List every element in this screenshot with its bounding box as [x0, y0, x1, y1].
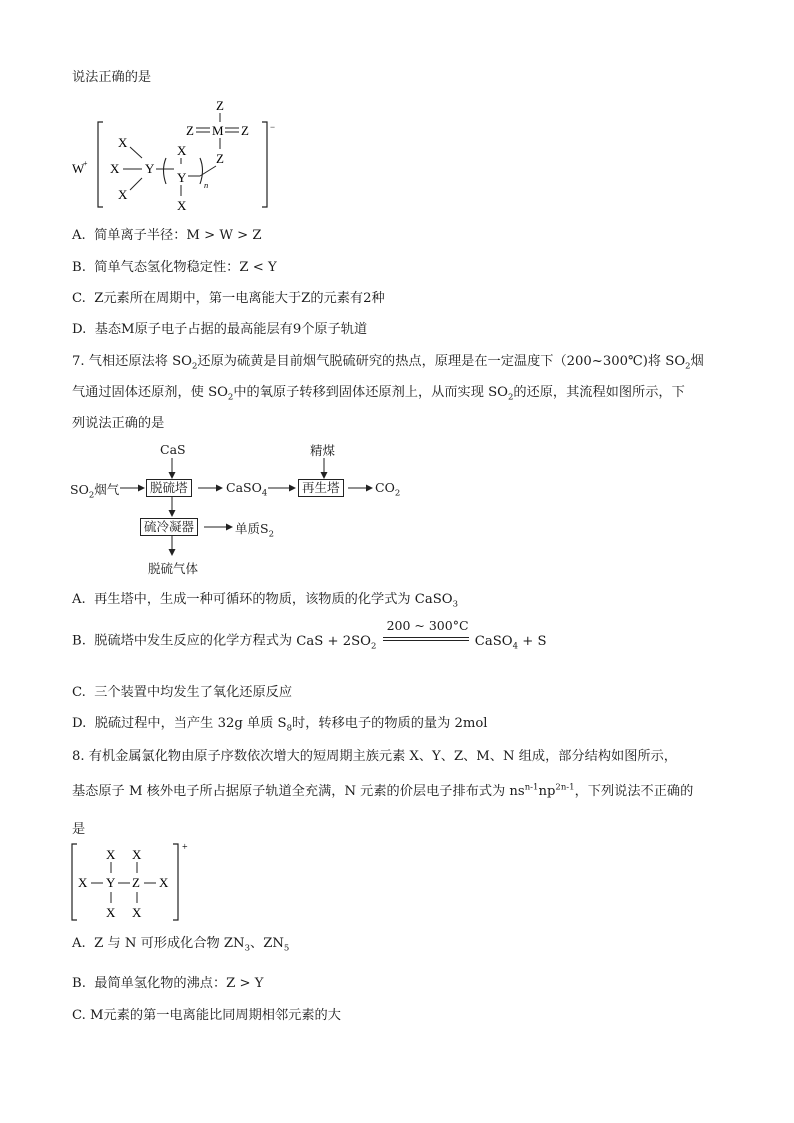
q7-flow-diagram [70, 438, 430, 580]
q7-text: 烟 [690, 354, 704, 369]
q7-stem-line2: 气通过固体还原剂，使 $SO_2$中的氧原子转移到固体还原剂上，从而实现 $SO_2$的还原，其流程如图所示，下 [72, 385, 685, 403]
flow-coal: 精煤 [310, 443, 336, 458]
x-atom: X [177, 143, 187, 158]
equation-condition [383, 618, 469, 646]
option-key: C. [72, 291, 86, 306]
desulfurization-tower-box: 脱硫塔 [146, 479, 192, 497]
opt-text: 、ZN [250, 936, 284, 951]
eq-line [383, 637, 469, 638]
x-atom: X [159, 875, 169, 890]
q8-text: 基态原子 M 核外电子所占据原子轨道全充满，N 元素的价层电子排布式为 ns [72, 784, 525, 799]
left-bracket [72, 844, 77, 920]
q7-option-c[interactable] [72, 681, 292, 700]
opt-text: 时，转移电子的物质的量为 2mol [292, 716, 488, 731]
right-bracket [262, 122, 267, 207]
repeat-n: n [204, 180, 209, 190]
option-text: Z元素所在周期中，第一电离能大于Z的元素有2种 [94, 291, 385, 306]
option-key: A. [72, 936, 86, 951]
option-text: 脱硫塔中发生反应的化学方程式为 [94, 633, 293, 649]
superscript: n-1 [524, 782, 539, 793]
x-atom: X [106, 905, 116, 920]
x-atom: X [132, 847, 142, 862]
q8-text: ，下列说法不正确的 [574, 784, 694, 799]
option-key: D. [72, 322, 87, 337]
flow-text: SO [70, 482, 89, 497]
q7-stem-line1: 7. 气相还原法将 $SO_2$还原为硫黄是目前烟气脱硫研究的热点，原理是在一定温度下（200~300℃)将 $SO_2$烟 [72, 354, 704, 372]
q7-option-a[interactable]: A. 再生塔中，生成一种可循环的物质，该物质的化学式为 CaSO$_3$ [72, 592, 459, 610]
option-text: 基态M原子电子占据的最高能层有9个原子轨道 [94, 322, 368, 337]
option-key: D. [72, 716, 87, 731]
option-key: C. [72, 1008, 86, 1023]
opt-text: Z 与 N 可形成化合物 ZN [94, 936, 245, 951]
x-atom: X [118, 135, 128, 150]
bond [130, 178, 142, 190]
q8-stem-line2 [72, 780, 693, 799]
option-text: Z 与 N 可形成化合物 $ZN_3$、$ZN_5$ [94, 936, 290, 954]
z-atom: Z [216, 98, 224, 113]
q8-text: 有机金属氯化物由原子序数依次增大的短周期主族元素 X、Y、Z、M、N 组成，部分结构如图所示， [88, 749, 677, 764]
option-key: C. [72, 685, 86, 700]
q7-option-d[interactable] [72, 712, 488, 734]
q7-option-b[interactable] [72, 618, 547, 655]
x-atom: X [118, 187, 128, 202]
y-atom: Y [106, 875, 116, 890]
repeat-paren-right [200, 158, 203, 184]
right-bracket [173, 844, 178, 920]
q6-option-d[interactable] [72, 318, 367, 337]
option-key: B. [72, 976, 86, 991]
flow-arrows [70, 438, 430, 580]
q6-structure-svg [70, 92, 290, 217]
option-text: M元素的第一电离能比同周期相邻元素的大 [90, 1008, 341, 1023]
sulfur-condenser-box: 硫冷凝器 [140, 518, 198, 536]
option-key: B. [72, 633, 86, 649]
flow-co2: $CO_2$ [375, 480, 401, 499]
flow-text: CaSO [226, 480, 262, 495]
flow-text: 单质S [235, 521, 269, 536]
q8-stem-line1 [72, 745, 677, 764]
option-text: 脱硫过程中，当产生 32g 单质 $S_8$时，转移电子的物质的量为 2mol [94, 716, 488, 734]
q8-stem-line3: 是 [72, 822, 86, 837]
y-atom-repeat: Y [177, 170, 187, 185]
z-atom: Z [241, 123, 249, 138]
q8-number: 8. [72, 749, 85, 764]
q7-text: 气相还原法将 SO [88, 354, 192, 369]
w-atom: W [72, 161, 85, 176]
y-atom: Y [145, 161, 155, 176]
anion-charge: − [270, 122, 276, 132]
option-key: B. [72, 260, 86, 275]
q7-stem-line3: 列说法正确的是 [72, 416, 165, 431]
x-atom: X [78, 875, 88, 890]
q8-option-c[interactable] [72, 1004, 341, 1023]
q6-stem: 说法正确的是 [72, 70, 152, 85]
q8-text: np [538, 784, 556, 799]
q8-option-b[interactable] [72, 972, 263, 991]
flow-cas: CaS [160, 442, 186, 457]
left-bracket [98, 122, 103, 207]
eq-condition-text: 200 ~ 300°C [386, 618, 469, 633]
w-charge: + [83, 159, 88, 168]
flow-text: CO [375, 480, 395, 495]
flow-text: 烟气 [94, 482, 120, 497]
eq-text: CaS + 2SO [296, 633, 371, 649]
q7-text: 中的氧原子转移到固体还原剂上，从而实现 SO [233, 385, 508, 400]
equation-left: CaS + $2SO_2$ [296, 633, 377, 652]
x-atom: X [106, 847, 116, 862]
flow-caso4: CaSO$_4$ [226, 480, 268, 499]
z-atom: Z [186, 123, 194, 138]
bond [130, 147, 142, 158]
eq-text: CaSO [474, 633, 513, 649]
option-text: 再生塔中，生成一种可循环的物质，该物质的化学式为 CaSO [94, 592, 453, 607]
flow-sulfur: 单质$S_2$ [235, 521, 274, 540]
x-atom: X [177, 198, 187, 213]
q6-option-a[interactable] [72, 224, 262, 243]
q6-option-b[interactable] [72, 256, 277, 275]
option-key: A. [72, 228, 86, 243]
option-text: 简单气态氢化物稳定性：Z < Y [94, 260, 277, 275]
eq-text: + S [518, 633, 547, 649]
regeneration-tower-box: 再生塔 [298, 479, 344, 497]
option-key: A. [72, 592, 86, 607]
q6-option-c[interactable] [72, 287, 385, 306]
x-atom: X [110, 161, 120, 176]
equation-right: CaSO$_4$ + S [474, 633, 547, 652]
option-text: 简单离子半径：M > W > Z [94, 228, 262, 243]
x-atom: X [132, 905, 142, 920]
q8-option-a[interactable] [72, 932, 289, 954]
superscript: 2n-1 [555, 782, 575, 793]
q8-structure-figure [70, 840, 210, 924]
q7-text: 气通过固体还原剂，使 SO [72, 385, 228, 400]
z-atom: Z [216, 151, 224, 166]
cation-charge: + [182, 842, 188, 853]
repeat-paren-left [164, 158, 167, 184]
q8-structure-svg [70, 840, 210, 924]
option-text: 最简单氢化物的沸点：Z > Y [94, 976, 264, 991]
q7-number: 7. [72, 354, 85, 369]
flow-gas-out: 脱硫气体 [148, 561, 199, 576]
z-atom: Z [132, 875, 140, 890]
q7-text: 的还原，其流程如图所示，下 [513, 385, 685, 400]
option-text: 三个装置中均发生了氧化还原反应 [94, 685, 293, 700]
opt-text: 脱硫过程中，当产生 32g 单质 S [94, 716, 287, 731]
eq-line [383, 640, 469, 641]
q6-structure-figure [70, 92, 290, 217]
q7-text: 还原为硫黄是目前烟气脱硫研究的热点，原理是在一定温度下（200~300℃)将 SO [197, 354, 686, 369]
m-atom: M [212, 123, 224, 138]
flow-so2-gas: $SO_2$烟气 [70, 482, 120, 501]
